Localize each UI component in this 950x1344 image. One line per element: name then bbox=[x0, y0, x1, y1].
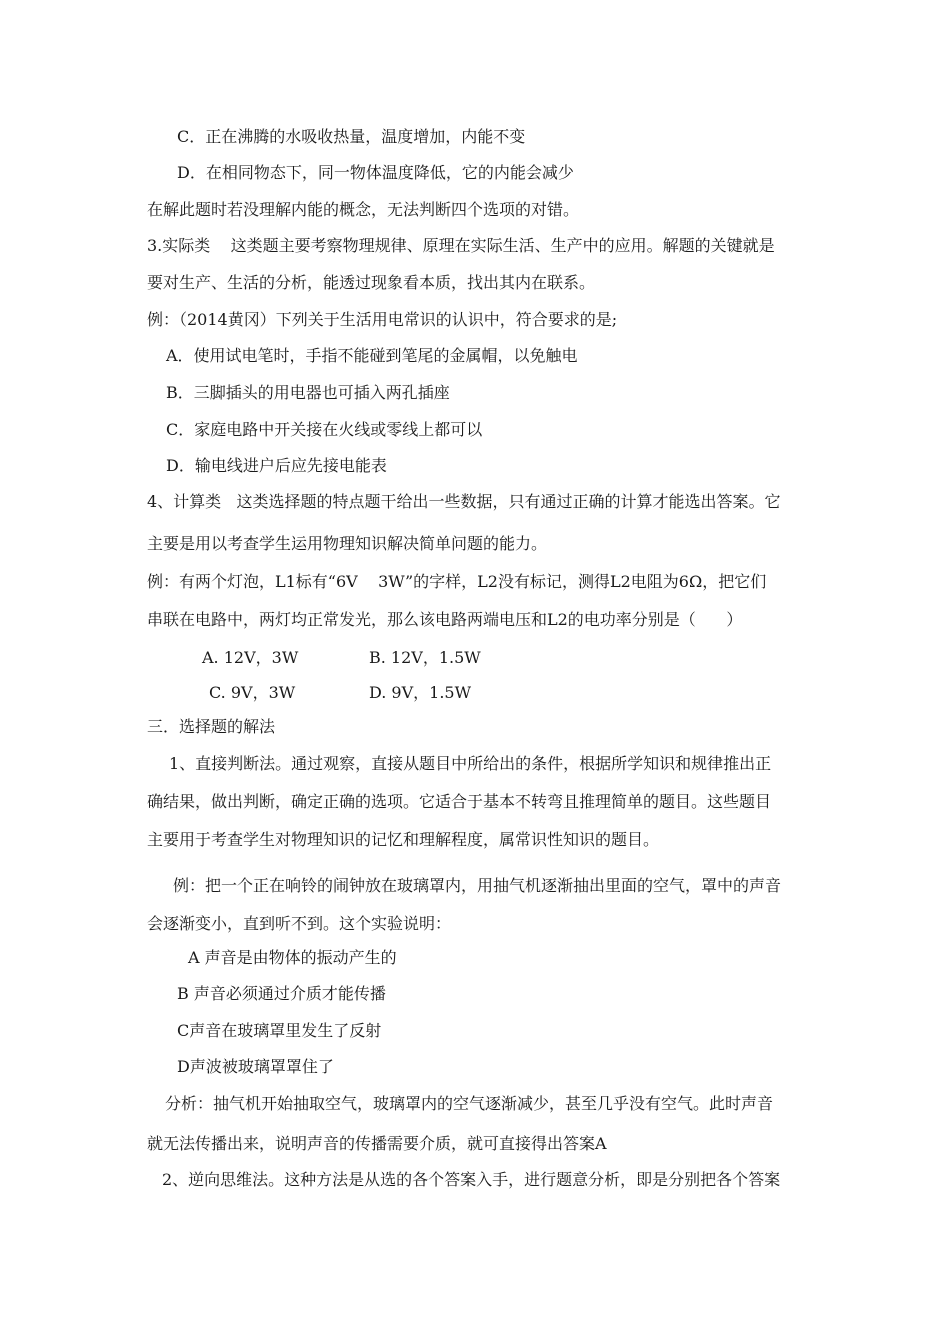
section-heading-calculation: 4、计算类 这类选择题的特点题干给出一些数据，只有通过正确的计算才能选出答案。它 bbox=[147, 492, 781, 511]
paragraph-line: 主要是用以考查学生运用物理知识解决简单问题的能力。 bbox=[147, 534, 548, 553]
option-c-line: C声音在玻璃罩里发生了反射 bbox=[177, 1021, 382, 1040]
analysis-line: 分析：抽气机开始抽取空气，玻璃罩内的空气逐渐减少，甚至几乎没有空气。此时声音 bbox=[165, 1094, 774, 1113]
paragraph-line: 主要用于考查学生对物理知识的记忆和理解程度，属常识性知识的题目。 bbox=[147, 830, 660, 849]
example-question: 例：把一个正在响铃的闹钟放在玻璃罩内，用抽气机逐渐抽出里面的空气，罩中的声音 bbox=[173, 876, 782, 895]
option-d-line: D．输电线进户后应先接电能表 bbox=[166, 456, 387, 475]
paragraph-line: 1、直接判断法。通过观察，直接从题目中所给出的条件，根据所学知识和规律推出正 bbox=[169, 754, 772, 773]
paragraph-line: 要对生产、生活的分析，能透过现象看本质，找出其内在联系。 bbox=[147, 273, 596, 292]
option-d-line: D. 9V，1.5W bbox=[369, 683, 472, 702]
option-c-line: C．家庭电路中开关接在火线或零线上都可以 bbox=[166, 420, 483, 439]
analysis-line: 就无法传播出来，说明声音的传播需要介质，就可直接得出答案A bbox=[147, 1134, 607, 1153]
option-b-line: B. 12V，1.5W bbox=[369, 648, 481, 667]
option-a-line: A．使用试电笔时，手指不能碰到笔尾的金属帽，以免触电 bbox=[166, 346, 578, 365]
section-heading-reverse: 2、逆向思维法。这种方法是从选的各个答案入手，进行题意分析，即是分别把各个答案 bbox=[162, 1170, 781, 1189]
example-question: 例：有两个灯泡，L1标有“6V 3W”的字样，L2没有标记，测得L2电阻为6Ω，把它们 bbox=[147, 572, 767, 591]
paragraph-line: 在解此题时若没理解内能的概念，无法判断四个选项的对错。 bbox=[147, 200, 580, 219]
example-question: 会逐渐变小，直到听不到。这个实验说明： bbox=[147, 914, 452, 933]
section-heading-methods: 三．选择题的解法 bbox=[147, 717, 276, 736]
option-b-line: B．三脚插头的用电器也可插入两孔插座 bbox=[166, 383, 450, 402]
paragraph-line: 确结果，做出判断，确定正确的选项。它适合于基本不转弯且推理简单的题目。这些题目 bbox=[147, 792, 772, 811]
option-c-line: C．正在沸腾的水吸收热量，温度增加，内能不变 bbox=[177, 127, 526, 146]
section-heading-practical: 3.实际类 这类题主要考察物理规律、原理在实际生活、生产中的应用。解题的关键就是 bbox=[147, 236, 775, 255]
example-question: 例：（2014黄冈）下列关于生活用电常识的认识中，符合要求的是; bbox=[147, 310, 618, 329]
example-question: 串联在电路中，两灯均正常发光，那么该电路两端电压和L2的电功率分别是（ ） bbox=[147, 610, 743, 629]
option-a-line: A. 12V，3W bbox=[202, 648, 299, 667]
option-d-line: D声波被玻璃罩罩住了 bbox=[177, 1057, 334, 1076]
option-a-line: A 声音是由物体的振动产生的 bbox=[188, 948, 397, 967]
option-b-line: B 声音必须通过介质才能传播 bbox=[177, 984, 386, 1003]
option-c-line: C. 9V，3W bbox=[209, 683, 296, 702]
option-d-line: D．在相同物态下，同一物体温度降低，它的内能会减少 bbox=[177, 163, 574, 182]
